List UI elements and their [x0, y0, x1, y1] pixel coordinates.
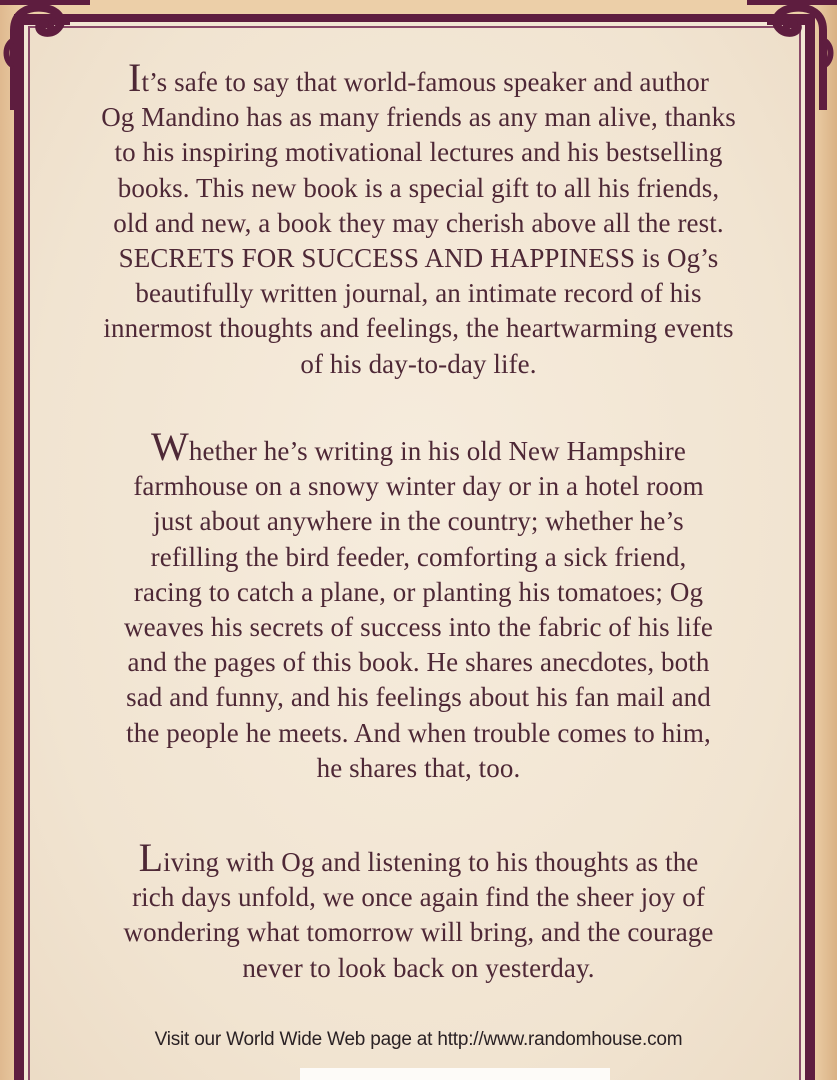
blurb-line: to his inspiring motivational lectures and his bestselling	[114, 137, 723, 168]
blurb-line: wondering what tomorrow will bring, and the courage	[123, 917, 714, 948]
blurb-paragraph-3	[40, 835, 797, 986]
drop-cap: W	[151, 424, 189, 469]
website-notice: Visit our World Wide Web page at http://www.randomhouse.com	[154, 1029, 683, 1050]
blurb-line: sad and funny, and his feelings about his fan mail and	[126, 682, 711, 713]
blurb-line: old and new, a book they may cherish above all the rest.	[113, 207, 724, 238]
blurb-line: farmhouse on a snowy winter day or in a hotel room	[133, 471, 704, 502]
blurb-line: and the pages of this book. He shares anecdotes, both	[127, 647, 710, 678]
blurb-line: books. This new book is a special gift to all his friends,	[117, 172, 720, 203]
blurb-line: never to look back on yesterday.	[242, 952, 595, 983]
blurb-line: racing to catch a plane, or planting his tomatoes; Og	[133, 576, 704, 607]
barcode-sticker	[300, 1068, 610, 1080]
drop-cap: I	[128, 55, 142, 100]
blurb-line: Whether he’s writing in his old New Hampshire	[151, 424, 686, 469]
blurb-line: he shares that, too.	[316, 752, 521, 783]
blurb-line: just about anywhere in the country; whether he’s	[153, 506, 684, 537]
blurb-line: of his day-to-day life.	[300, 348, 537, 379]
blurb-line: Living with Og and listening to his thoughts as the	[138, 835, 699, 880]
blurb-paragraph-1	[40, 55, 797, 382]
blurb-line: weaves his secrets of success into the fabric of his life	[123, 612, 713, 643]
blurb-paragraph-2	[40, 424, 797, 786]
blurb-line: It’s safe to say that world-famous speaker and author	[128, 55, 709, 100]
blurb-line: beautifully written journal, an intimate record of his	[135, 278, 702, 309]
blurb-line: the people he meets. And when trouble comes to him,	[126, 717, 711, 748]
blurb-line: SECRETS FOR SUCCESS AND HAPPINESS is Og’s	[118, 243, 719, 274]
drop-cap: L	[138, 835, 164, 880]
blurb-line: innermost thoughts and feelings, the heartwarming events	[103, 313, 734, 344]
blurb-line: Og Mandino has as many friends as any man alive, thanks	[101, 102, 736, 133]
blurb-line: refilling the bird feeder, comforting a sick friend,	[150, 541, 687, 572]
blurb-line: rich days unfold, we once again find the sheer joy of	[132, 882, 705, 913]
